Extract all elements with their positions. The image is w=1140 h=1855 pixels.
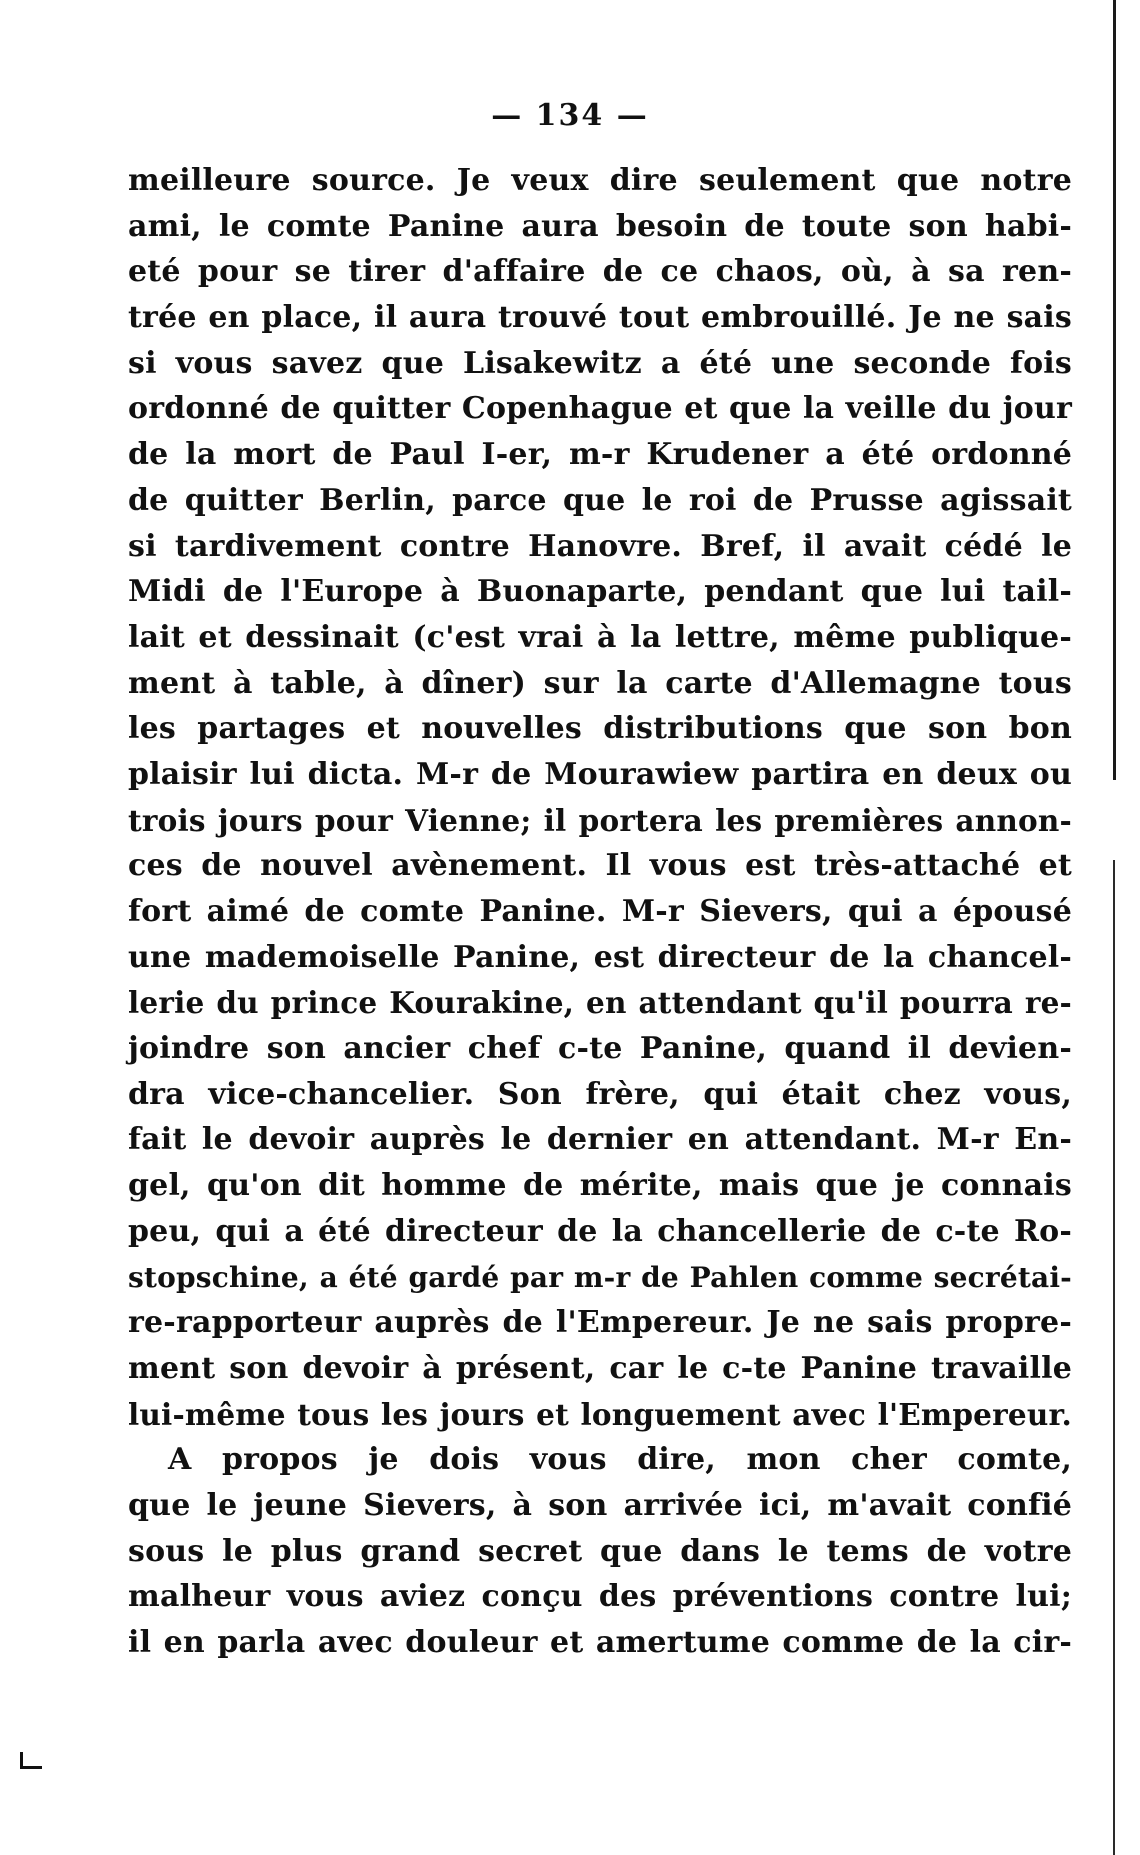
text-line: ces de nouvel avènement. Il vous est très-attaché et xyxy=(128,848,1072,884)
text-line: malheur vous aviez conçu des préventions contre lui; xyxy=(128,1579,1072,1615)
text-line: ami, le comte Panine aura besoin de toute son habi- xyxy=(128,208,1072,244)
text-line: meilleure source. Je veux dire seulement que notre xyxy=(128,163,1072,198)
text-line: stopschine, a été gardé par m-r de Pahlen comme secrétai- xyxy=(128,1260,1072,1294)
text-line: gel, qu'on dit homme de mérite, mais que je connais xyxy=(128,1168,1072,1204)
text-line: dra vice-chancelier. Son frère, qui était chez vous, xyxy=(128,1076,1072,1112)
text-line: que le jeune Sievers, à son arrivée ici, m'avait confié xyxy=(128,1487,1072,1523)
text-line: de la mort de Paul I-er, m-r Krudener a été ordonné xyxy=(128,437,1072,473)
text-line: trée en place, il aura trouvé tout embrouillé. Je ne sais xyxy=(128,300,1072,336)
text-line: joindre son ancier chef c-te Panine, quand il devien- xyxy=(128,1031,1072,1067)
text-line: fort aimé de comte Panine. M-r Sievers, qui a épousé xyxy=(128,894,1072,929)
text-line: de quitter Berlin, parce que le roi de Prusse agissait xyxy=(128,482,1072,518)
text-line: une mademoiselle Panine, est directeur de la chancel- xyxy=(128,939,1072,975)
body-text xyxy=(128,158,1072,1666)
text-line: lait et dessinait (c'est vrai à la lettre, même publique- xyxy=(128,619,1072,655)
page-edge-rule-lower xyxy=(1113,860,1115,1855)
text-line: ment son devoir à présent, car le c-te Panine travaille xyxy=(128,1350,1072,1386)
text-line: sous le plus grand secret que dans le tems de votre xyxy=(128,1533,1072,1569)
text-line: fait le devoir auprès le dernier en attendant. M-r En- xyxy=(128,1122,1072,1158)
text-line: si tardivement contre Hanovre. Bref, il avait cédé le xyxy=(128,528,1072,564)
corner-mark xyxy=(20,1766,42,1769)
text-line: eté pour se tirer d'affaire de ce chaos, où, à sa ren- xyxy=(128,254,1072,290)
text-line: si vous savez que Lisakewitz a été une seconde fois xyxy=(128,345,1072,381)
text-line: trois jours pour Vienne; il portera les premières annon- xyxy=(128,802,1072,838)
text-line: les partages et nouvelles distributions que son bon xyxy=(128,711,1072,747)
text-line: lui-même tous les jours et longuement avec l'Empereur. xyxy=(128,1396,1072,1432)
text-line: ordonné de quitter Copenhague et que la veille du jour xyxy=(128,391,1072,427)
text-line: re-rapporteur auprès de l'Empereur. Je ne sais propre- xyxy=(128,1305,1072,1341)
text-line: peu, qui a été directeur de la chancellerie de c-te Ro- xyxy=(128,1213,1072,1249)
page-number: — 134 — xyxy=(491,98,649,133)
text-line: il en parla avec douleur et amertume comme de la cir- xyxy=(128,1625,1072,1660)
text-line: ment à table, à dîner) sur la carte d'Allemagne tous xyxy=(128,665,1072,701)
text-line: Midi de l'Europe à Buonaparte, pendant que lui tail- xyxy=(128,574,1072,610)
text-line: lerie du prince Kourakine, en attendant qu'il pourra re- xyxy=(128,985,1072,1021)
text-line: plaisir lui dicta. M-r de Mourawiew partira en deux ou xyxy=(128,756,1072,792)
paragraph-start-line: A propos je dois vous dire, mon cher comte, xyxy=(168,1442,1072,1478)
